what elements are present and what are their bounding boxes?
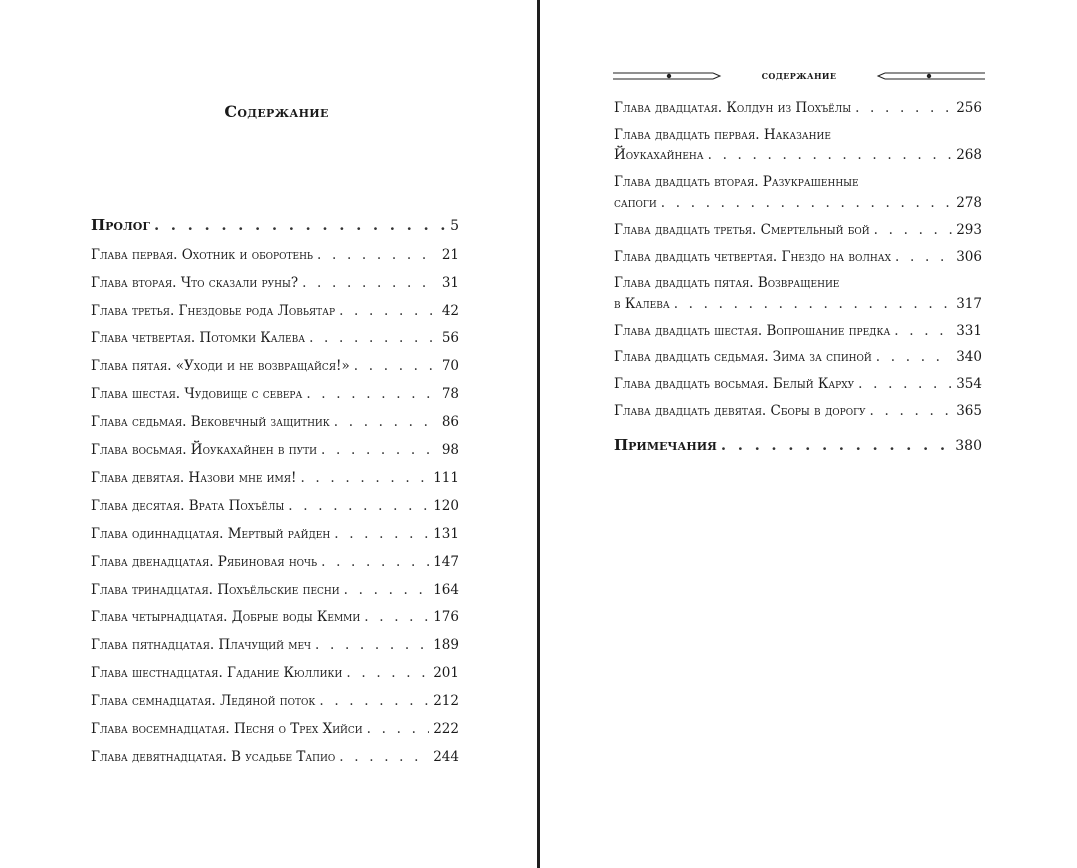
toc-page-number: 380 — [955, 438, 982, 454]
toc-entry-chapter-13 — [91, 580, 459, 600]
toc-page-number: 317 — [956, 296, 982, 312]
toc-entry-chapter-9 — [91, 468, 459, 488]
toc-entry-label: Глава двадцатая. Колдун из Похъёлы — [614, 100, 852, 116]
toc-entry-label: Глава третья. Гнездовье рода Ловьятар — [91, 303, 336, 319]
toc-entry-chapter-3 — [91, 301, 459, 321]
leader-dots — [317, 245, 438, 265]
toc-page-number: 98 — [441, 442, 459, 458]
toc-entry-label: Глава тринадцатая. Похъёльские песни — [91, 582, 340, 598]
toc-entry-chapter-1 — [91, 245, 459, 265]
toc-entry-label: Глава одиннадцатая. Мертвый райден — [91, 526, 331, 542]
toc-entry-chapter-11 — [91, 524, 459, 544]
toc-entry-chapter-23 — [614, 220, 982, 240]
leader-dots — [306, 384, 438, 404]
toc-page-number: 365 — [956, 403, 982, 419]
toc-entry-chapter-25-first-line: Глава двадцать пятая. Возвращение — [614, 275, 840, 291]
toc-entry-chapter-21-first-line: Глава двадцать первая. Наказание — [614, 127, 831, 143]
toc-entry-chapter-24 — [614, 247, 982, 267]
toc-entry-chapter-10 — [91, 496, 459, 516]
toc-page-number: 70 — [441, 358, 459, 374]
toc-entry-label: Глава четвертая. Потомки Калева — [91, 330, 306, 346]
leader-dots — [346, 663, 429, 683]
toc-page-number: 120 — [433, 498, 459, 514]
toc-page-number: 176 — [433, 609, 459, 625]
toc-page-number: 164 — [433, 582, 459, 598]
leader-dots — [367, 719, 430, 739]
toc-entry-label: Глава пятнадцатая. Плачущий меч — [91, 637, 311, 653]
toc-entry-label: в Калева — [614, 296, 670, 312]
toc-entry-chapter-15 — [91, 635, 459, 655]
toc-page-number: 331 — [956, 323, 982, 339]
leader-dots — [855, 98, 952, 118]
leader-dots — [364, 607, 429, 627]
toc-entry-label: Глава шестая. Чудовище с севера — [91, 386, 303, 402]
leader-dots — [870, 401, 953, 421]
toc-page-number: 306 — [956, 249, 982, 265]
toc-entry-label: Глава первая. Охотник и оборотень — [91, 247, 313, 263]
toc-entry-label: Глава двенадцатая. Рябиновая ночь — [91, 554, 318, 570]
toc-entry-label: сапоги — [614, 195, 657, 211]
toc-entry-chapter-12 — [91, 552, 459, 572]
toc-page-number: 268 — [956, 147, 982, 163]
toc-entry-chapter-16 — [91, 663, 459, 683]
toc-entry-chapter-20 — [614, 98, 982, 118]
toc-page-number: 201 — [433, 665, 459, 681]
toc-entry-chapter-2 — [91, 273, 459, 293]
toc-entry-label: Йоукахайнена — [614, 147, 704, 163]
toc-page-number: 256 — [956, 100, 982, 116]
toc-entry-chapter-22-first-line: Глава двадцать вторая. Разукрашенные — [614, 174, 859, 190]
toc-page-number: 354 — [956, 376, 982, 392]
toc-page-number: 340 — [956, 349, 982, 365]
toc-entry-label: Глава вторая. Что сказали руны? — [91, 275, 299, 291]
toc-entry-chapter-19 — [91, 747, 459, 767]
toc-entry-label: Глава десятая. Врата Похъёлы — [91, 498, 285, 514]
toc-entry-label: Глава семнадцатая. Ледяной поток — [91, 693, 316, 709]
leader-dots — [894, 321, 952, 341]
leader-dots — [302, 273, 438, 293]
leader-dots — [315, 635, 429, 655]
toc-entry-chapter-22 — [614, 193, 982, 213]
toc-page-number: 21 — [441, 247, 459, 263]
toc-page-number: 5 — [450, 218, 459, 234]
toc-page-number: 42 — [441, 303, 459, 319]
toc-page-number: 293 — [956, 222, 982, 238]
leader-dots — [339, 747, 429, 767]
toc-entry-notes — [614, 435, 982, 456]
running-header — [613, 66, 985, 86]
leader-dots — [895, 247, 952, 267]
toc-entry-chapter-4 — [91, 328, 459, 348]
leader-dots — [661, 193, 952, 213]
toc-entry-chapter-21 — [614, 145, 982, 165]
toc-page-number: 86 — [441, 414, 459, 430]
toc-page-number: 278 — [956, 195, 982, 211]
toc-entry-label: Глава двадцать шестая. Вопрошание предка — [614, 323, 891, 339]
toc-entry-label: Глава шестнадцатая. Гадание Кюллики — [91, 665, 343, 681]
toc-page-number: 189 — [433, 637, 459, 653]
toc-page-number: 111 — [433, 470, 459, 486]
leader-dots — [321, 552, 429, 572]
toc-entry-chapter-8 — [91, 440, 459, 460]
toc-entry-prologue — [91, 215, 459, 236]
toc-entry-chapter-26 — [614, 321, 982, 341]
leader-dots — [674, 294, 953, 314]
toc-page-number: 147 — [433, 554, 459, 570]
toc-page-number: 131 — [433, 526, 459, 542]
leader-dots — [876, 347, 952, 367]
right-ornament-icon — [875, 69, 985, 83]
book-spine-divider — [537, 0, 540, 868]
toc-entry-label: Глава девятнадцатая. В усадьбе Тапио — [91, 749, 336, 765]
toc-entry-chapter-14 — [91, 607, 459, 627]
leader-dots — [344, 580, 430, 600]
toc-page-number: 212 — [433, 693, 459, 709]
toc-page-number: 222 — [433, 721, 459, 737]
leader-dots — [874, 220, 953, 240]
toc-entry-chapter-29 — [614, 401, 982, 421]
toc-entry-label: Глава двадцать восьмая. Белый Карху — [614, 376, 855, 392]
toc-entry-chapter-6 — [91, 384, 459, 404]
toc-entry-label: Глава двадцать третья. Смертельный бой — [614, 222, 870, 238]
leader-dots — [339, 301, 438, 321]
toc-page-number: 31 — [441, 275, 459, 291]
toc-entry-chapter-28 — [614, 374, 982, 394]
toc-entry-label: Глава пятая. «Уходи и не возвращайся!» — [91, 358, 350, 374]
toc-entry-label: Глава двадцать седьмая. Зима за спиной — [614, 349, 872, 365]
leader-dots — [708, 145, 953, 165]
toc-entry-label: Глава восемнадцатая. Песня о Трех Хийси — [91, 721, 363, 737]
toc-entry-label: Глава двадцать четвертая. Гнездо на волнах — [614, 249, 891, 265]
leader-dots — [334, 524, 429, 544]
toc-entry-chapter-17 — [91, 691, 459, 711]
toc-entry-label: Глава двадцать девятая. Сборы в дорогу — [614, 403, 866, 419]
leader-dots — [321, 440, 438, 460]
leader-dots — [300, 468, 429, 488]
toc-entry-chapter-5 — [91, 356, 459, 376]
toc-entry-chapter-27 — [614, 347, 982, 367]
toc-entry-label: Глава седьмая. Вековечный защитник — [91, 414, 330, 430]
toc-page-number: 56 — [441, 330, 459, 346]
leader-dots — [334, 412, 438, 432]
leader-dots — [858, 374, 952, 394]
leader-dots — [319, 691, 429, 711]
toc-entry-label: Глава восьмая. Йоукахайнен в пути — [91, 442, 317, 458]
toc-entry-chapter-7 — [91, 412, 459, 432]
toc-entry-chapter-25 — [614, 294, 982, 314]
toc-page-number: 244 — [433, 749, 459, 765]
toc-entry-label: Пролог — [91, 216, 150, 234]
page-title: Содержание — [224, 102, 329, 121]
toc-entry-chapter-18 — [91, 719, 459, 739]
toc-entry-label: Глава четырнадцатая. Добрые воды Кемми — [91, 609, 361, 625]
running-header-title: содержание — [761, 68, 837, 82]
toc-entry-label: Примечания — [614, 436, 717, 454]
leader-dots — [354, 356, 438, 376]
leader-dots — [721, 435, 951, 455]
leader-dots — [288, 496, 429, 516]
leader-dots — [309, 328, 438, 348]
leader-dots — [154, 215, 446, 235]
toc-page-number: 78 — [441, 386, 459, 402]
toc-entry-label: Глава девятая. Назови мне имя! — [91, 470, 297, 486]
